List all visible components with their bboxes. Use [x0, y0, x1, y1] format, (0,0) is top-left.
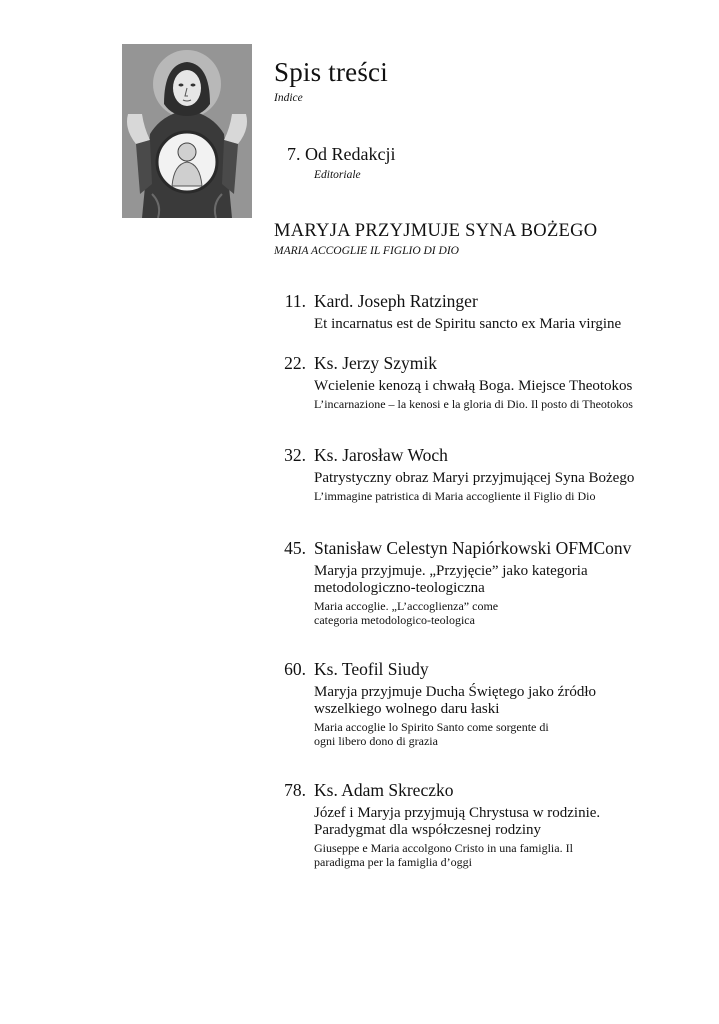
page-title: Spis treści — [274, 57, 388, 87]
editorial-entry — [287, 143, 395, 165]
entry-title-italian: Maria accoglie. „L’accoglienza” come categoria metodologico-teologica — [314, 599, 499, 627]
entry-title-polish: Patrystyczny obraz Maryi przyjmującej Syna Bożego — [314, 470, 635, 486]
toc-entry — [262, 538, 702, 627]
editorial-page-number: 7. — [287, 144, 301, 164]
toc-entry — [262, 780, 702, 869]
toc-entry — [262, 353, 702, 412]
toc-entry — [262, 445, 702, 504]
entry-page-number: 45. — [284, 538, 306, 558]
toc-entry — [262, 659, 702, 748]
entry-page-number: 11. — [284, 291, 306, 311]
entry-author: Ks. Jarosław Woch — [314, 445, 448, 465]
entry-title-polish: Józef i Maryja przyjmują Chrystusa w rodzinie. Paradygmat dla współczesnej rodziny — [314, 805, 601, 838]
entry-title-polish: Wcielenie kenozą i chwałą Boga. Miejsce Theotokos — [314, 378, 633, 394]
toc-entry — [262, 291, 702, 333]
entry-title-polish: Maryja przyjmuje. „Przyjęcie” jako kategoria metodologiczno-teologiczna — [314, 563, 588, 596]
entry-author: Stanisław Celestyn Napiórkowski OFMConv — [314, 538, 632, 558]
entry-title-italian: Giuseppe e Maria accolgono Cristo in una famiglia. Il paradigma per la famiglia d’oggi — [314, 841, 573, 869]
section-title: MARYJA PRZYJMUJE SYNA BOŻEGO — [274, 221, 598, 241]
page-title-italian: Indice — [274, 92, 303, 104]
entry-author: Kard. Joseph Ratzinger — [314, 291, 478, 311]
entry-page-number: 22. — [284, 353, 306, 373]
madonna-icon-image — [122, 44, 252, 218]
entry-title-italian: L’incarnazione – la kenosi e la gloria di Dio. Il posto di Theotokos — [314, 397, 633, 411]
entry-page-number: 32. — [284, 445, 306, 465]
section-title-italian: MARIA ACCOGLIE IL FIGLIO DI DIO — [274, 245, 459, 257]
entry-title-italian: L’immagine patristica di Maria accogliente il Figlio di Dio — [314, 489, 596, 503]
editorial-title: Od Redakcji — [305, 144, 396, 164]
entry-page-number: 78. — [284, 780, 306, 800]
entry-author: Ks. Teofil Siudy — [314, 659, 429, 679]
entry-author: Ks. Adam Skreczko — [314, 780, 454, 800]
entry-page-number: 60. — [284, 659, 306, 679]
entry-author: Ks. Jerzy Szymik — [314, 353, 437, 373]
editorial-title-italian: Editoriale — [314, 169, 361, 181]
entry-title-polish: Maryja przyjmuje Ducha Świętego jako źródło wszelkiego wolnego daru łaski — [314, 684, 596, 717]
entry-title-polish: Et incarnatus est de Spiritu sancto ex Maria virgine — [314, 316, 622, 332]
entry-title-italian: Maria accoglie lo Spirito Santo come sorgente di ogni libero dono di grazia — [314, 720, 549, 748]
